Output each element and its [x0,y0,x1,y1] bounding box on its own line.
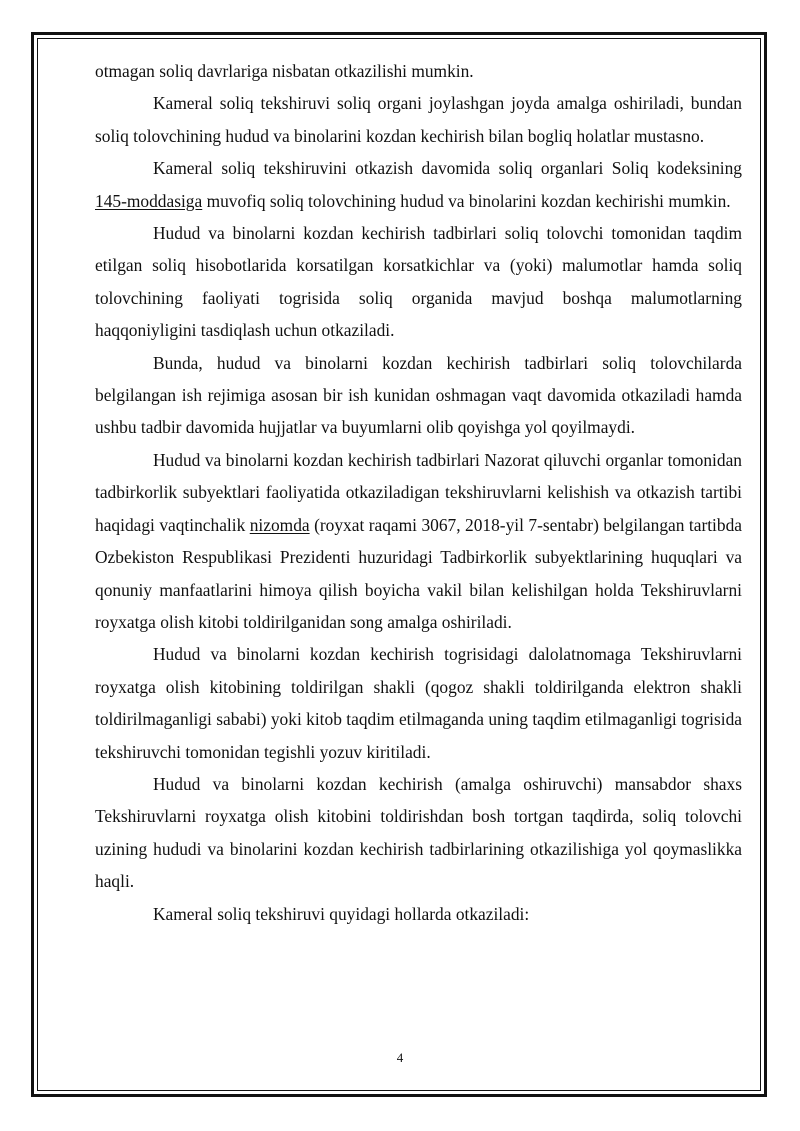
paragraph-1: otmagan soliq davrlariga nisbatan otkazilishi mumkin. [95,61,474,81]
page-number: 4 [396,1050,404,1065]
paragraph-9: Kameral soliq tekshiruvi quyidagi hollarda otkaziladi: [153,903,530,924]
paragraph-5: Bunda, hudud va binolarni kozdan kechirish tadbirlari soliq tolovchilarda belgilangan ish rejimiga asosan bir ish kunidan oshmagan vaqt davomida otkaziladi hamda ushbu tadbir davomida hujjatlar va buyumlarni olib qoyishga yol qoyilmaydi. [95,352,742,438]
link-nizomda[interactable]: nizomda [249,514,310,535]
link-145-moddasiga[interactable]: 145-moddasiga [95,190,203,211]
paragraph-8: Hudud va binolarni kozdan kechirish (amalga oshiruvchi) mansabdor shaxs Tekshiruvlarni royxatga olish kitobini toldirishdan bosh tortgan taqdirda, soliq tolovchi uzining hududi va binolarini kozdan kechirish tadbirlarining otkazilishiga yol qoymaslikka haqli. [95,773,742,892]
document-body [95,55,742,930]
paragraph-3: Kameral soliq tekshiruvini otkazish davomida soliq organlari Soliq kodeksining 145-moddasiga muvofiq soliq tolovchining hudud va binolarini kozdan kechirishi mumkin. [95,158,742,211]
paragraph-7: Hudud va binolarni kozdan kechirish togrisidagi dalolatnomaga Tekshiruvlarni royxatga olish kitobining toldirilgan shakli (qogoz shakli toldirilganda elektron shakli toldirilmaganligi sababi) yoki kitob taqdim etilmaganda uning taqdim etilmaganligi togrisida tekshiruvchi tomonidan tegishli yozuv kiritiladi. [95,644,742,762]
paragraph-6: Hudud va binolarni kozdan kechirish tadbirlari Nazorat qiluvchi organlar tomonidan tadbirkorlik subyektlari faoliyatida otkaziladigan tekshiruvlarni kelishish va otkazish tartibi haqidagi vaqtinchalik nizomda (royxat raqami 3067, 2018-yil 7-sentabr) belgilangan tartibda Ozbekiston Respublikasi Prezidenti huzuridagi Tadbirkorlik subyektlarining huquqlari va qonuniy manfaatlarini himoya qilish boyicha vakil bilan kelishilgan holda Tekshiruvlarni royxatga olish kitobi toldirilganidan song amalga oshiriladi. [95,449,743,632]
paragraph-2: Kameral soliq tekshiruvi soliq organi joylashgan joyda amalga oshiriladi, bundan soliq tolovchining hudud va binolarini kozdan kechirish bilan bogliq holatlar mustasno. [95,93,742,146]
paragraph-4: Hudud va binolarni kozdan kechirish tadbirlari soliq tolovchi tomonidan taqdim etilgan soliq hisobotlarida korsatilgan korsatkichlar va (yoki) malumotlar hamda soliq tolovchining faoliyati togrisida soliq organida mavjud boshqa malumotlarning haqqoniyligini tasdiqlash uchun otkaziladi. [95,223,742,341]
